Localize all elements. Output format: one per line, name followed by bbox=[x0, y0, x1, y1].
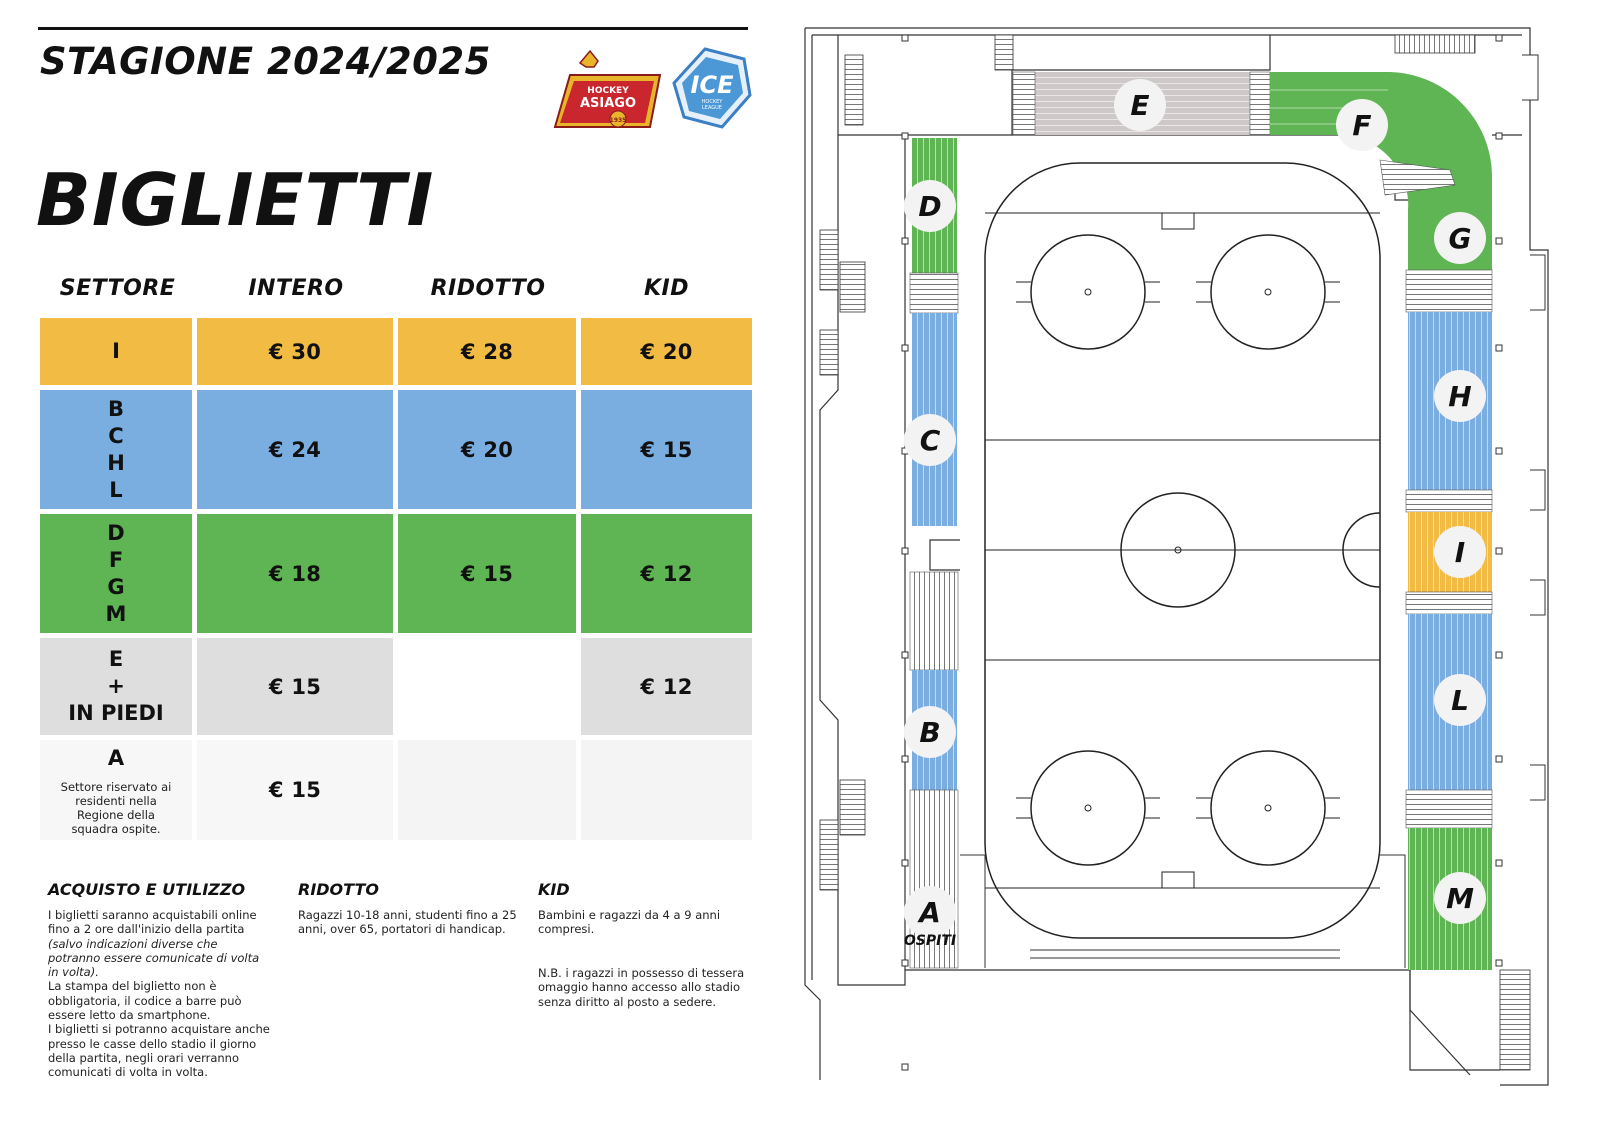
asiago-logo-text-2: ASIAGO bbox=[579, 96, 637, 111]
sector-label: I bbox=[112, 339, 120, 363]
ice-logo-text: ICE bbox=[690, 71, 734, 99]
stairs-i-l bbox=[1406, 592, 1492, 614]
sector-label: B bbox=[107, 396, 124, 421]
sector-label-g bbox=[1434, 212, 1486, 264]
sector-c-label: C bbox=[919, 424, 941, 457]
kid-nb: N.B. i ragazzi in possesso di tessera omaggio hanno accesso allo stadio senza diritto al posto a sedere. bbox=[538, 966, 745, 1009]
hockey-asiago-logo bbox=[555, 51, 660, 127]
price-value: € 20 bbox=[460, 437, 514, 462]
page-title: BIGLIETTI bbox=[36, 158, 435, 242]
acquisto-heading: ACQUISTO E UTILIZZO bbox=[48, 880, 246, 899]
sector-g-label: G bbox=[1448, 222, 1472, 255]
header-intero: INTERO bbox=[248, 276, 344, 301]
sector-label: F bbox=[108, 547, 124, 572]
row-dfgm-intero bbox=[197, 514, 393, 633]
header-ridotto: RIDOTTO bbox=[430, 276, 546, 301]
row-i-sector bbox=[40, 318, 192, 385]
row-bchl-intero bbox=[197, 390, 393, 509]
sector-label: + bbox=[107, 674, 125, 698]
sector-h-label: H bbox=[1448, 380, 1472, 413]
row-e-kid bbox=[581, 638, 752, 735]
row-dfgm-sector bbox=[40, 514, 192, 633]
sector-label-d bbox=[904, 180, 956, 232]
price-value: € 12 bbox=[640, 674, 693, 699]
sector-labels bbox=[904, 79, 1486, 949]
row-e-intero bbox=[197, 638, 393, 735]
ice-logo-sub2: LEAGUE bbox=[702, 105, 722, 111]
price-value: € 15 bbox=[460, 561, 514, 586]
sector-label-c bbox=[904, 414, 956, 466]
asiago-logo-text-1: HOCKEY bbox=[587, 86, 629, 96]
acquisto-p1: I biglietti saranno acquistabili online fino a 2 ore dall'inizio della partita bbox=[48, 908, 257, 937]
row-a-intero bbox=[197, 740, 393, 840]
row-i-ridotto bbox=[398, 318, 576, 385]
sector-f-label: F bbox=[1352, 109, 1372, 142]
sector-label-m bbox=[1434, 872, 1486, 924]
ice-rink bbox=[985, 163, 1380, 938]
price-value: € 15 bbox=[640, 437, 693, 462]
header-kid: KID bbox=[644, 276, 689, 301]
row-i-kid bbox=[581, 318, 752, 385]
season-heading: STAGIONE 2024/2025 bbox=[40, 40, 491, 83]
stairs-g-h bbox=[1406, 270, 1492, 312]
sector-label: E bbox=[108, 647, 124, 671]
price-value: € 15 bbox=[268, 674, 322, 699]
sector-label: IN PIEDI bbox=[68, 701, 164, 725]
row-bchl-sector bbox=[40, 390, 192, 509]
sector-label: L bbox=[109, 477, 123, 502]
sector-label-h bbox=[1434, 370, 1486, 422]
acquisto-text bbox=[48, 908, 270, 1080]
price-value: € 30 bbox=[268, 339, 322, 364]
price-value: € 15 bbox=[268, 778, 322, 802]
top-rule bbox=[38, 27, 748, 30]
sector-a-label: A bbox=[919, 896, 941, 929]
acquisto-p2: La stampa del biglietto non è obbligatoria, il codice a barre può essere letto da smartphone. bbox=[48, 979, 242, 1023]
ice-hockey-league-logo bbox=[674, 49, 750, 127]
ridotto-heading: RIDOTTO bbox=[298, 880, 379, 899]
sector-l-label: L bbox=[1451, 684, 1469, 717]
sector-label-b bbox=[904, 706, 956, 758]
acquisto-p3: I biglietti si potranno acquistare anche presso le casse dello stadio il giorno della partita, negli orari verranno comunicati di volta in volta. bbox=[48, 1022, 270, 1080]
sector-i-label: I bbox=[1454, 536, 1466, 569]
acquisto-p1-italic: (salvo indicazioni diverse che potranno essere comunicate di volta in volta). bbox=[48, 936, 260, 980]
sector-label: G bbox=[107, 574, 125, 599]
header-settore: SETTORE bbox=[59, 276, 176, 301]
sector-label: M bbox=[105, 601, 127, 626]
price-value: € 28 bbox=[460, 339, 514, 364]
sector-label-l bbox=[1434, 674, 1486, 726]
ospiti-label: OSPITI bbox=[903, 933, 957, 949]
kid-heading: KID bbox=[538, 880, 570, 899]
sector-label-a bbox=[904, 886, 956, 949]
row-i-intero bbox=[197, 318, 393, 385]
right-wall-details bbox=[1522, 55, 1545, 800]
standing-area-left bbox=[910, 572, 958, 670]
sector-label: D bbox=[107, 520, 125, 545]
sector-label: C bbox=[108, 423, 124, 448]
stairs-l-m bbox=[1406, 790, 1492, 828]
stadium-map bbox=[795, 20, 1555, 1100]
sector-e-label: E bbox=[1130, 89, 1150, 122]
row-e-ridotto bbox=[398, 638, 576, 735]
sector-b-label: B bbox=[919, 716, 941, 749]
price-value: € 24 bbox=[268, 437, 322, 462]
kid-text: Bambini e ragazzi da 4 a 9 anni compresi. bbox=[538, 908, 721, 937]
price-value: € 20 bbox=[640, 339, 693, 364]
stairs-h-i bbox=[1406, 490, 1492, 512]
sector-d-label: D bbox=[918, 190, 942, 223]
row-dfgm-ridotto bbox=[398, 514, 576, 633]
row-a-kid bbox=[581, 740, 752, 840]
logos bbox=[550, 45, 755, 135]
stairs-d-c bbox=[910, 273, 958, 313]
row-a-ridotto bbox=[398, 740, 576, 840]
sector-label-i bbox=[1434, 526, 1486, 578]
row-bchl-kid bbox=[581, 390, 752, 509]
sector-label-e bbox=[1114, 79, 1166, 131]
sector-label: H bbox=[107, 450, 125, 475]
ridotto-text: Ragazzi 10-18 anni, studenti fino a 25 anni, over 65, portatori di handicap. bbox=[298, 908, 517, 937]
sector-m-label: M bbox=[1446, 882, 1474, 915]
row-a-sector bbox=[40, 740, 192, 840]
ice-logo-sub1: HOCKEY bbox=[701, 99, 723, 105]
row-dfgm-kid bbox=[581, 514, 752, 633]
row-bchl-ridotto bbox=[398, 390, 576, 509]
row-e-sector bbox=[40, 638, 192, 735]
sector-a-note: Settore riservato ai residenti nella Regione della squadra ospite. bbox=[60, 779, 172, 836]
asiago-logo-year: 1935 bbox=[609, 117, 627, 124]
sector-label: A bbox=[107, 745, 125, 770]
price-value: € 12 bbox=[640, 561, 693, 586]
price-value: € 18 bbox=[268, 561, 322, 586]
sector-label-f bbox=[1336, 99, 1388, 151]
